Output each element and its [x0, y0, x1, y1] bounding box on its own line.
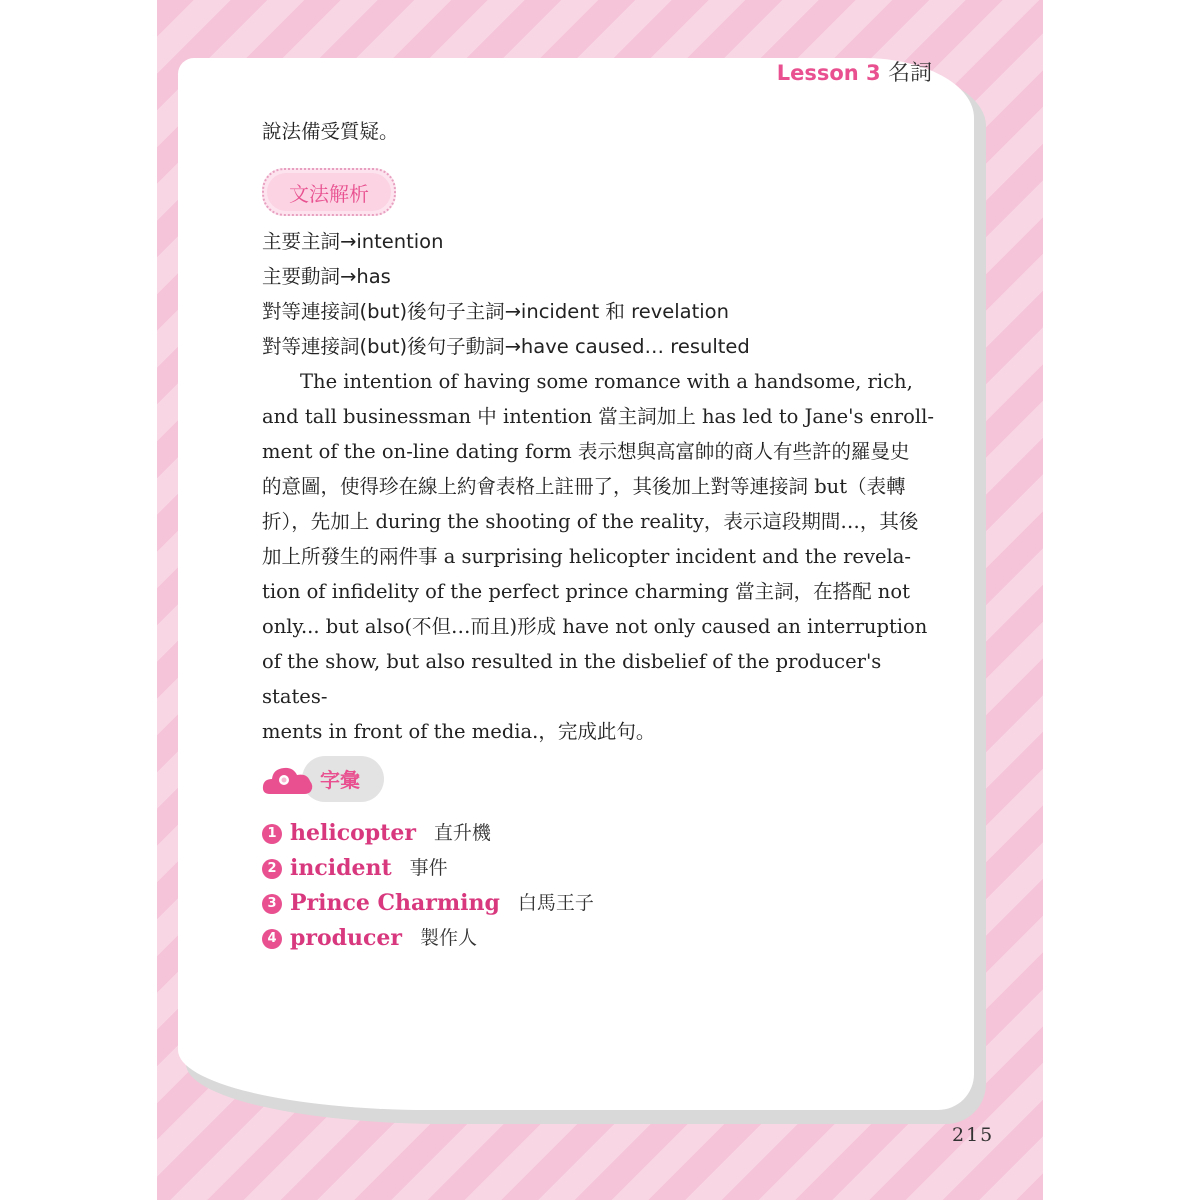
grammar-line: 對等連接詞(but)後句子主詞→incident 和 revelation	[262, 300, 729, 323]
vocab-meaning: 事件	[409, 857, 448, 879]
lesson-topic: 名詞	[887, 61, 932, 86]
vocab-item	[262, 921, 594, 956]
vocab-item	[262, 851, 594, 886]
vocab-number: 2	[262, 859, 282, 879]
paragraph-line: 加上所發生的兩件事 a surprising helicopter incident and the revela-	[262, 545, 911, 568]
paragraph-line: of the show, but also resulted in the disbelief of the producer's states-	[262, 650, 882, 708]
vocab-item	[262, 886, 594, 921]
grammar-lines	[262, 224, 940, 364]
vocab-word: producer	[290, 925, 403, 951]
vocab-word: Prince Charming	[290, 890, 500, 916]
intro-line: 說法備受質疑。	[262, 120, 399, 143]
paragraph-line: 的意圖，使得珍在線上約會表格上註冊了，其後加上對等連接詞 but（表轉	[262, 475, 906, 498]
paragraph-line: only... but also(不但…而且)形成 have not only caused an interruption	[262, 615, 928, 638]
paragraph-line: 折），先加上 during the shooting of the reality，表示這段期間…，其後	[262, 510, 919, 533]
paragraph-line: and tall businessman 中 intention 當主詞加上 has led to Jane's enroll-	[262, 405, 934, 428]
vocab-badge	[262, 756, 384, 802]
paragraph-line: tion of infidelity of the perfect prince charming 當主詞，在搭配 not	[262, 580, 910, 603]
vocab-number: 4	[262, 929, 282, 949]
vocab-item	[262, 816, 594, 851]
paragraph-line: ments in front of the media.，完成此句。	[262, 720, 656, 743]
lesson-header	[777, 56, 932, 87]
grammar-line: 主要動詞→has	[262, 265, 391, 288]
grammar-badge-label: 文法解析	[267, 173, 391, 211]
page-number: 215	[952, 1124, 995, 1146]
vocab-meaning: 製作人	[420, 927, 478, 949]
vocab-meaning: 白馬王子	[517, 892, 594, 914]
vocab-number: 1	[262, 824, 282, 844]
vocab-word: helicopter	[290, 820, 416, 846]
grammar-paragraph	[262, 364, 940, 749]
vocab-word: incident	[290, 855, 392, 881]
paragraph-line: ment of the on-line dating form 表示想與高富帥的商人有些許的羅曼史	[262, 440, 910, 463]
vocab-list	[262, 816, 594, 956]
grammar-line: 對等連接詞(but)後句子動詞→have caused… resulted	[262, 335, 750, 358]
paragraph-line: The intention of having some romance with a handsome, rich,	[300, 370, 913, 393]
lesson-label: Lesson 3	[776, 61, 881, 85]
vocab-meaning: 直升機	[433, 822, 491, 844]
grammar-badge	[262, 168, 396, 216]
vocab-number: 3	[262, 894, 282, 914]
vocab-badge-label: 字彙	[320, 768, 360, 792]
cloud-flower-icon	[262, 762, 314, 796]
grammar-line: 主要主詞→intention	[262, 230, 444, 253]
